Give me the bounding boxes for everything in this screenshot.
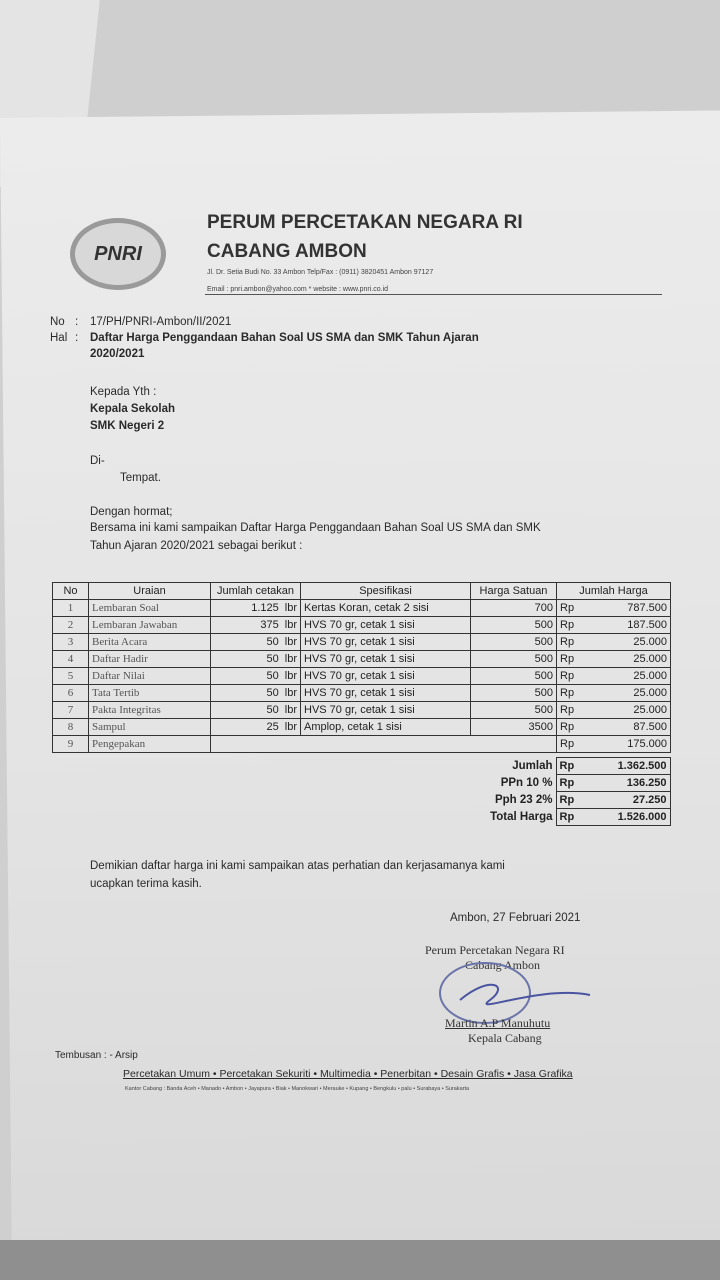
row-unit: lbr — [282, 685, 301, 702]
summary-value: 1.362.500 — [584, 758, 670, 775]
row-currency: Rp — [557, 668, 585, 685]
row-no: 6 — [53, 685, 89, 702]
header-item: Uraian — [89, 583, 211, 600]
row-unit: lbr — [282, 668, 301, 685]
summary-currency: Rp — [556, 809, 584, 826]
row-item: Lembaran Jawaban — [89, 617, 211, 634]
row-no: 1 — [53, 600, 89, 617]
row-empty — [211, 736, 557, 753]
cc: Tembusan : - Arsip — [55, 1050, 138, 1061]
row-spec: Kertas Koran, cetak 2 sisi — [301, 600, 471, 617]
row-currency: Rp — [557, 719, 585, 736]
row-spec: Amplop, cetak 1 sisi — [301, 719, 471, 736]
row-item: Daftar Hadir — [89, 651, 211, 668]
row-price: 500 — [471, 617, 557, 634]
summary-value: 1.526.000 — [584, 809, 670, 826]
row-qty: 50 — [211, 702, 282, 719]
header-price: Harga Satuan — [471, 583, 557, 600]
summary-row — [440, 809, 670, 826]
row-item: Tata Tertib — [89, 685, 211, 702]
summary-value: 27.250 — [584, 792, 670, 809]
table-row — [53, 685, 671, 702]
row-no: 7 — [53, 702, 89, 719]
row-currency: Rp — [557, 634, 585, 651]
colon: : — [75, 316, 79, 328]
summary-label: PPn 10 % — [500, 777, 553, 789]
summary-value: 136.250 — [584, 775, 670, 792]
branch-offices: Kantor Cabang : Banda Aceh • Manado • Ambon • Jayapura • Biak • Manokwari • Merauke • Kupang • Bengkulu • palu • Surabaya • Surakarta — [125, 1086, 470, 1092]
row-no: 5 — [53, 668, 89, 685]
org-name: PERUM PERCETAKAN NEGARA RI — [207, 212, 523, 233]
signer-title: Kepala Cabang — [468, 1031, 542, 1045]
signature-date: Ambon, 27 Februari 2021 — [450, 912, 581, 924]
row-unit: lbr — [282, 719, 301, 736]
table-row — [53, 719, 671, 736]
row-total: 175.000 — [585, 736, 671, 753]
greeting: Dengan hormat; — [90, 506, 173, 518]
row-spec: HVS 70 gr, cetak 1 sisi — [301, 685, 471, 702]
row-unit: lbr — [282, 600, 301, 617]
row-currency: Rp — [557, 685, 585, 702]
row-qty: 375 — [211, 617, 282, 634]
no-label: No — [50, 316, 65, 328]
row-currency: Rp — [557, 651, 585, 668]
row-no: 8 — [53, 719, 89, 736]
summary-table — [440, 757, 671, 826]
row-total: 25.000 — [585, 668, 671, 685]
row-item: Pengepakan — [89, 736, 211, 753]
table-row — [53, 634, 671, 651]
branch-name: CABANG AMBON — [207, 241, 367, 262]
row-price: 3500 — [471, 719, 557, 736]
closing-line2: ucapkan terima kasih. — [90, 878, 202, 890]
row-unit: lbr — [282, 617, 301, 634]
contact: Email : pnri.ambon@yahoo.com * website : www.pnri.co.id — [207, 286, 389, 293]
row-item: Daftar Nilai — [89, 668, 211, 685]
row-unit: lbr — [282, 634, 301, 651]
row-no: 3 — [53, 634, 89, 651]
row-spec: HVS 70 gr, cetak 1 sisi — [301, 634, 471, 651]
row-spec: HVS 70 gr, cetak 1 sisi — [301, 617, 471, 634]
summary-currency: Rp — [556, 792, 584, 809]
row-price: 700 — [471, 600, 557, 617]
table-row — [53, 617, 671, 634]
price-table — [52, 582, 671, 753]
row-spec: HVS 70 gr, cetak 1 sisi — [301, 702, 471, 719]
summary-label: Total Harga — [490, 811, 553, 823]
row-currency: Rp — [557, 702, 585, 719]
subject: Daftar Harga Penggandaan Bahan Soal US SMA dan SMK Tahun Ajaran — [90, 332, 479, 344]
recipient-to: Kepada Yth : — [90, 386, 157, 398]
row-currency: Rp — [557, 600, 585, 617]
row-item: Berita Acara — [89, 634, 211, 651]
row-currency: Rp — [557, 736, 585, 753]
signature-org: Perum Percetakan Negara RI — [425, 943, 565, 957]
row-price: 500 — [471, 668, 557, 685]
row-qty: 50 — [211, 668, 282, 685]
row-item: Pakta Integritas — [89, 702, 211, 719]
row-total: 25.000 — [585, 651, 671, 668]
recipient-place: Tempat. — [120, 472, 161, 484]
pnri-logo: PNRI — [70, 218, 166, 290]
table-row — [53, 668, 671, 685]
header-total: Jumlah Harga — [557, 583, 671, 600]
summary-currency: Rp — [556, 758, 584, 775]
header-rule — [205, 294, 662, 295]
row-unit: lbr — [282, 702, 301, 719]
body-line2: Tahun Ajaran 2020/2021 sebagai berikut : — [90, 540, 303, 552]
row-price: 500 — [471, 634, 557, 651]
table-row — [53, 651, 671, 668]
table-row — [53, 600, 671, 617]
header-no: No — [53, 583, 89, 600]
colon: : — [75, 332, 79, 344]
summary-currency: Rp — [556, 775, 584, 792]
summary-row — [440, 775, 670, 792]
row-total: 25.000 — [585, 702, 671, 719]
row-no: 4 — [53, 651, 89, 668]
summary-label: Jumlah — [512, 760, 553, 772]
address: Jl. Dr. Setia Budi No. 33 Ambon Telp/Fax : (0911) 3820451 Ambon 97127 — [207, 269, 434, 276]
recipient-line1: Kepala Sekolah — [90, 403, 176, 415]
summary-row — [440, 758, 670, 775]
row-price: 500 — [471, 702, 557, 719]
row-price: 500 — [471, 685, 557, 702]
row-spec: HVS 70 gr, cetak 1 sisi — [301, 668, 471, 685]
subject-year: 2020/2021 — [90, 348, 145, 360]
row-price: 500 — [471, 651, 557, 668]
row-qty: 1.125 — [211, 600, 282, 617]
row-spec: HVS 70 gr, cetak 1 sisi — [301, 651, 471, 668]
services: Percetakan Umum • Percetakan Sekuriti • Multimedia • Penerbitan • Desain Grafis • Jasa Grafika — [123, 1068, 573, 1080]
row-unit: lbr — [282, 651, 301, 668]
hal-label: Hal — [50, 332, 68, 344]
row-qty: 50 — [211, 685, 282, 702]
row-qty: 50 — [211, 634, 282, 651]
row-no: 9 — [53, 736, 89, 753]
summary-row — [440, 792, 670, 809]
row-total: 787.500 — [585, 600, 671, 617]
closing-line1: Demikian daftar harga ini kami sampaikan atas perhatian dan kerjasamanya kami — [90, 860, 505, 872]
header-spec: Spesifikasi — [301, 583, 471, 600]
recipient-di: Di- — [90, 455, 105, 467]
table-row — [53, 702, 671, 719]
recipient-line2: SMK Negeri 2 — [90, 420, 165, 432]
row-item: Lembaran Soal — [89, 600, 211, 617]
row-qty: 50 — [211, 651, 282, 668]
table-header — [53, 583, 671, 600]
row-no: 2 — [53, 617, 89, 634]
row-total: 25.000 — [585, 685, 671, 702]
row-total: 87.500 — [585, 719, 671, 736]
row-total: 187.500 — [585, 617, 671, 634]
row-total: 25.000 — [585, 634, 671, 651]
row-item: Sampul — [89, 719, 211, 736]
summary-label: Pph 23 2% — [494, 794, 553, 806]
row-qty: 25 — [211, 719, 282, 736]
row-currency: Rp — [557, 617, 585, 634]
signer-name: Martin A.P Manuhutu — [445, 1016, 551, 1030]
letter-number: 17/PH/PNRI-Ambon/II/2021 — [90, 316, 232, 328]
body-line1: Bersama ini kami sampaikan Daftar Harga Penggandaan Bahan Soal US SMA dan SMK — [90, 522, 541, 534]
header-qty: Jumlah cetakan — [211, 583, 301, 600]
signature-branch: Cabang Ambon — [465, 958, 540, 972]
table-row — [53, 736, 671, 753]
table-surface — [0, 1240, 720, 1280]
